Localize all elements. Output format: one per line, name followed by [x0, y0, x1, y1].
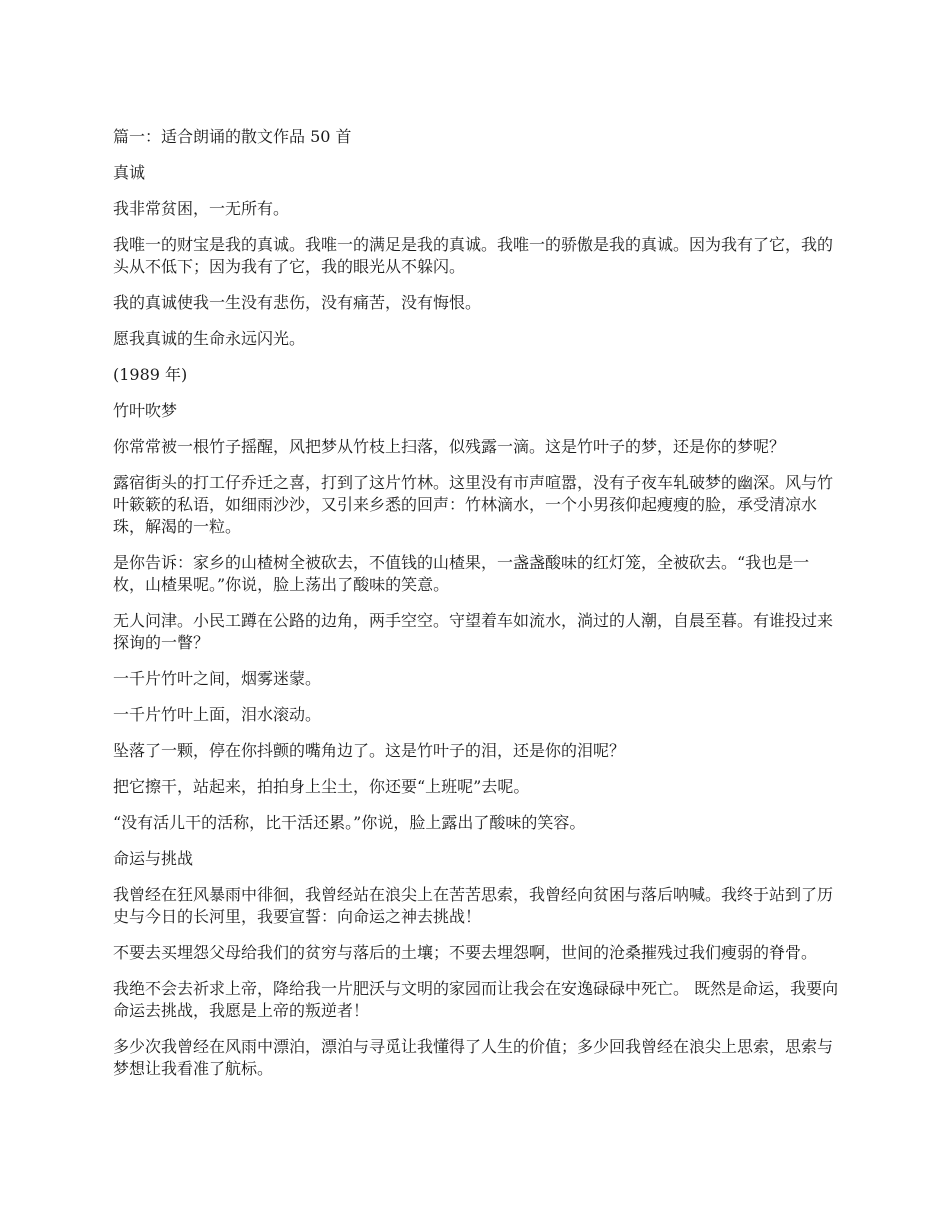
- section-heading-fate-challenge: 命运与挑战: [113, 849, 194, 868]
- paragraph: 把它擦干，站起来，拍拍身上尘土，你还要“上班呢”去呢。: [113, 777, 530, 796]
- paragraph: 愿我真诚的生命永远闪光。: [113, 329, 306, 348]
- paragraph-date: (1989 年): [113, 365, 188, 384]
- section-heading-sincerity: 真诚: [113, 163, 146, 182]
- paragraph: 多少次我曾经在风雨中漂泊，漂泊与寻觅让我懂得了人生的价值；多少回我曾经在浪尖上思索，思索与梦想让我看准了航标。: [113, 1037, 834, 1078]
- paragraph: “没有活儿干的活称，比干活还累。”你说，脸上露出了酸味的笑容。: [113, 813, 586, 832]
- paragraph: 你常常被一根竹子摇醒，风把梦从竹枝上扫落，似残露一滴。这是竹叶子的梦，还是你的梦呢？: [113, 437, 786, 456]
- paragraph: 坠落了一颗，停在你抖颤的嘴角边了。这是竹叶子的泪，还是你的泪呢？: [113, 741, 626, 760]
- paragraph: 露宿街头的打工仔乔迁之喜，打到了这片竹林。这里没有市声喧嚣，没有子夜车轧破梦的幽深。风与竹叶簌簌的私语，如细雨沙沙，又引来乡悉的回声：竹林滴水，一个小男孩仰起瘦瘦的脸，承受清凉水珠，解渴的一粒。: [113, 473, 834, 536]
- paragraph: 无人问津。小民工蹲在公路的边角，两手空空。守望着车如流水，淌过的人潮，自晨至暮。有谁投过来探询的一瞥？: [113, 611, 834, 652]
- paragraph: 我曾经在狂风暴雨中徘徊，我曾经站在浪尖上在苦苦思索，我曾经向贫困与落后呐喊。我终于站到了历史与今日的长河里，我要宣誓：向命运之神去挑战！: [113, 885, 834, 926]
- paragraph: 一千片竹叶之间，烟雾迷蒙。: [113, 669, 322, 688]
- paragraph: 我非常贫困，一无所有。: [113, 199, 290, 218]
- paragraph: 是你告诉：家乡的山楂树全被砍去，不值钱的山楂果，一盏盏酸味的红灯笼，全被砍去。“我也是一枚，山楂果呢。”你说，脸上荡出了酸味的笑意。: [113, 553, 810, 594]
- paragraph: 我唯一的财宝是我的真诚。我唯一的满足是我的真诚。我唯一的骄傲是我的真诚。因为我有了它，我的头从不低下；因为我有了它，我的眼光从不躲闪。: [113, 235, 834, 276]
- document-title: 篇一：适合朗诵的散文作品 50 首: [113, 127, 352, 146]
- section-heading-bamboo-dream: 竹叶吹梦: [113, 401, 178, 420]
- paragraph: 一千片竹叶上面，泪水滚动。: [113, 705, 322, 724]
- paragraph: 我的真诚使我一生没有悲伤，没有痛苦，没有悔恨。: [113, 293, 482, 312]
- paragraph: 我绝不会去祈求上帝，降给我一片肥沃与文明的家园而让我会在安逸碌碌中死亡。 既然是命运，我要向命运去挑战，我愿是上帝的叛逆者！: [113, 979, 839, 1020]
- document-body: [113, 126, 841, 1094]
- paragraph: 不要去买埋怨父母给我们的贫穷与落后的土壤；不要去埋怨啊，世间的沧桑摧残过我们瘦弱的脊骨。: [113, 943, 818, 962]
